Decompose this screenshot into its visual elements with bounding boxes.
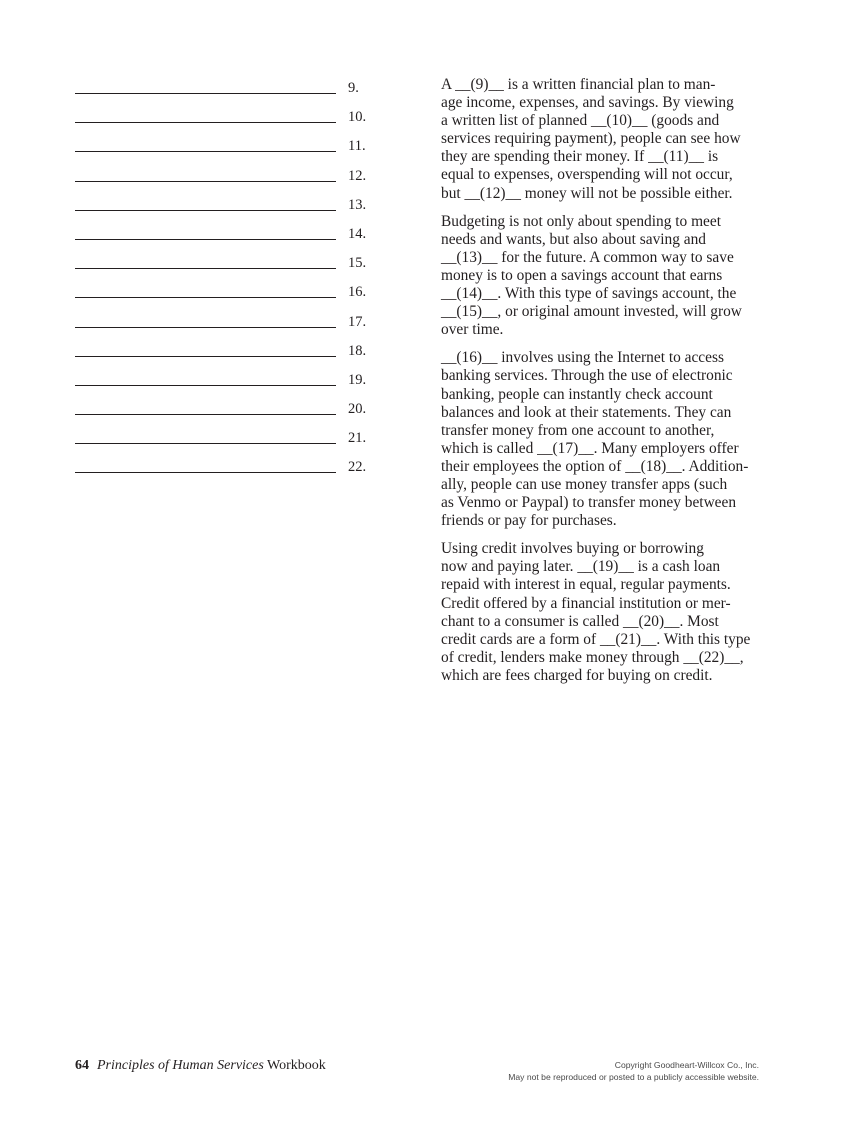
passage-line: now and paying later. __(19)__ is a cash loan (441, 558, 721, 576)
answer-row (75, 279, 375, 308)
answer-blank-line[interactable] (75, 181, 336, 182)
passage-line: chant to a consumer is called __(20)__. Most (441, 612, 719, 630)
book-title-suffix: Workbook (263, 1058, 326, 1073)
passage-line: repaid with interest in equal, regular payments. (441, 576, 731, 594)
passage-line: they are spending their money. If __(11)__ is (441, 148, 719, 166)
passage-paragraph-banking (420, 349, 756, 530)
passage-line: their employees the option of __(18)__. Addition- (441, 457, 749, 475)
answer-blank-line[interactable] (75, 472, 336, 473)
passage-line: friends or pay for purchases. (441, 512, 617, 530)
passage-line: balances and look at their statements. They can (441, 403, 732, 421)
answer-blank-line[interactable] (75, 210, 336, 211)
passage-line: A __(9)__ is a written financial plan to man- (441, 76, 716, 93)
answer-number: 13. (348, 196, 367, 213)
answer-row (75, 192, 375, 221)
answer-blank-line[interactable] (75, 414, 336, 415)
passage-line: which is called __(17)__. Many employers offer (441, 439, 739, 457)
passage-paragraph-budget (420, 76, 756, 203)
answer-number: 15. (348, 255, 367, 272)
passage-line: money is to open a savings account that earns (441, 266, 723, 284)
passage-paragraph-credit (420, 540, 756, 685)
answer-blank-line[interactable] (75, 385, 336, 386)
answer-blank-line[interactable] (75, 356, 336, 357)
passage-line: Credit offered by a financial institution or mer- (441, 594, 731, 612)
passage-line: over time. (441, 321, 504, 339)
passage-line: ally, people can use money transfer apps (such (441, 475, 728, 493)
answer-blanks-column (75, 75, 375, 484)
answer-number: 17. (348, 313, 367, 330)
answer-blank-line[interactable] (75, 151, 336, 152)
passage-line: __(13)__ for the future. A common way to save (441, 248, 734, 266)
passage-line: __(16)__ involves using the Internet to access (441, 349, 724, 367)
passage-line: age income, expenses, and savings. By viewing (441, 94, 734, 112)
answer-number: 10. (348, 109, 367, 126)
reading-passage (420, 76, 756, 695)
answer-row (75, 133, 375, 162)
answer-row (75, 104, 375, 133)
answer-blank-line[interactable] (75, 93, 336, 94)
page-number: 64 (75, 1058, 89, 1073)
answer-row (75, 396, 375, 425)
answer-blank-line[interactable] (75, 327, 336, 328)
answer-blank-line[interactable] (75, 443, 336, 444)
passage-line: banking, people can instantly check account (441, 385, 713, 403)
answer-row (75, 454, 375, 483)
passage-line: of credit, lenders make money through __(22)__, (441, 648, 744, 666)
answer-blank-line[interactable] (75, 297, 336, 298)
book-title: Principles of Human Services (97, 1058, 264, 1073)
answer-row (75, 309, 375, 338)
answer-number: 18. (348, 342, 367, 359)
passage-line: Budgeting is not only about spending to meet (441, 212, 721, 230)
answer-row (75, 163, 375, 192)
passage-line: __(14)__. With this type of savings account, the (441, 285, 737, 303)
answer-row (75, 221, 375, 250)
answer-row (75, 367, 375, 396)
passage-line: credit cards are a form of __(21)__. With this type (441, 630, 751, 648)
answer-number: 14. (348, 225, 367, 242)
passage-line: services requiring payment), people can see how (441, 130, 741, 148)
passage-line: needs and wants, but also about saving and (441, 230, 707, 248)
copyright-line: Copyright Goodheart-Willcox Co., Inc. (614, 1060, 759, 1070)
answer-number: 16. (348, 284, 367, 301)
answer-row (75, 75, 375, 104)
passage-line: Using credit involves buying or borrowing (441, 540, 704, 558)
answer-row (75, 425, 375, 454)
answer-number: 21. (348, 430, 367, 447)
passage-line: as Venmo or Paypal) to transfer money between (441, 494, 737, 512)
passage-line: __(15)__, or original amount invested, will grow (441, 303, 742, 321)
answer-number: 19. (348, 371, 367, 388)
passage-line: which are fees charged for buying on credit. (441, 666, 713, 684)
answer-blank-line[interactable] (75, 122, 336, 123)
answer-row (75, 338, 375, 367)
answer-blank-line[interactable] (75, 268, 336, 269)
answer-blank-line[interactable] (75, 239, 336, 240)
answer-number: 12. (348, 167, 367, 184)
passage-line: banking services. Through the use of electronic (441, 367, 733, 385)
passage-line: but __(12)__ money will not be possible either. (441, 184, 733, 202)
page-footer-left (75, 1058, 326, 1074)
answer-number: 9. (348, 80, 359, 96)
passage-paragraph-saving (420, 213, 756, 340)
answer-number: 22. (348, 459, 367, 476)
answer-number: 20. (348, 401, 367, 418)
passage-line: a written list of planned __(10)__ (goods and (441, 112, 720, 130)
passage-line: equal to expenses, overspending will not occur, (441, 166, 733, 184)
reproduction-notice: May not be reproduced or posted to a publicly accessible website. (508, 1071, 759, 1082)
answer-number: 11. (348, 138, 366, 155)
passage-line: transfer money from one account to another, (441, 421, 715, 439)
answer-row (75, 250, 375, 279)
copyright-notice (508, 1060, 759, 1083)
